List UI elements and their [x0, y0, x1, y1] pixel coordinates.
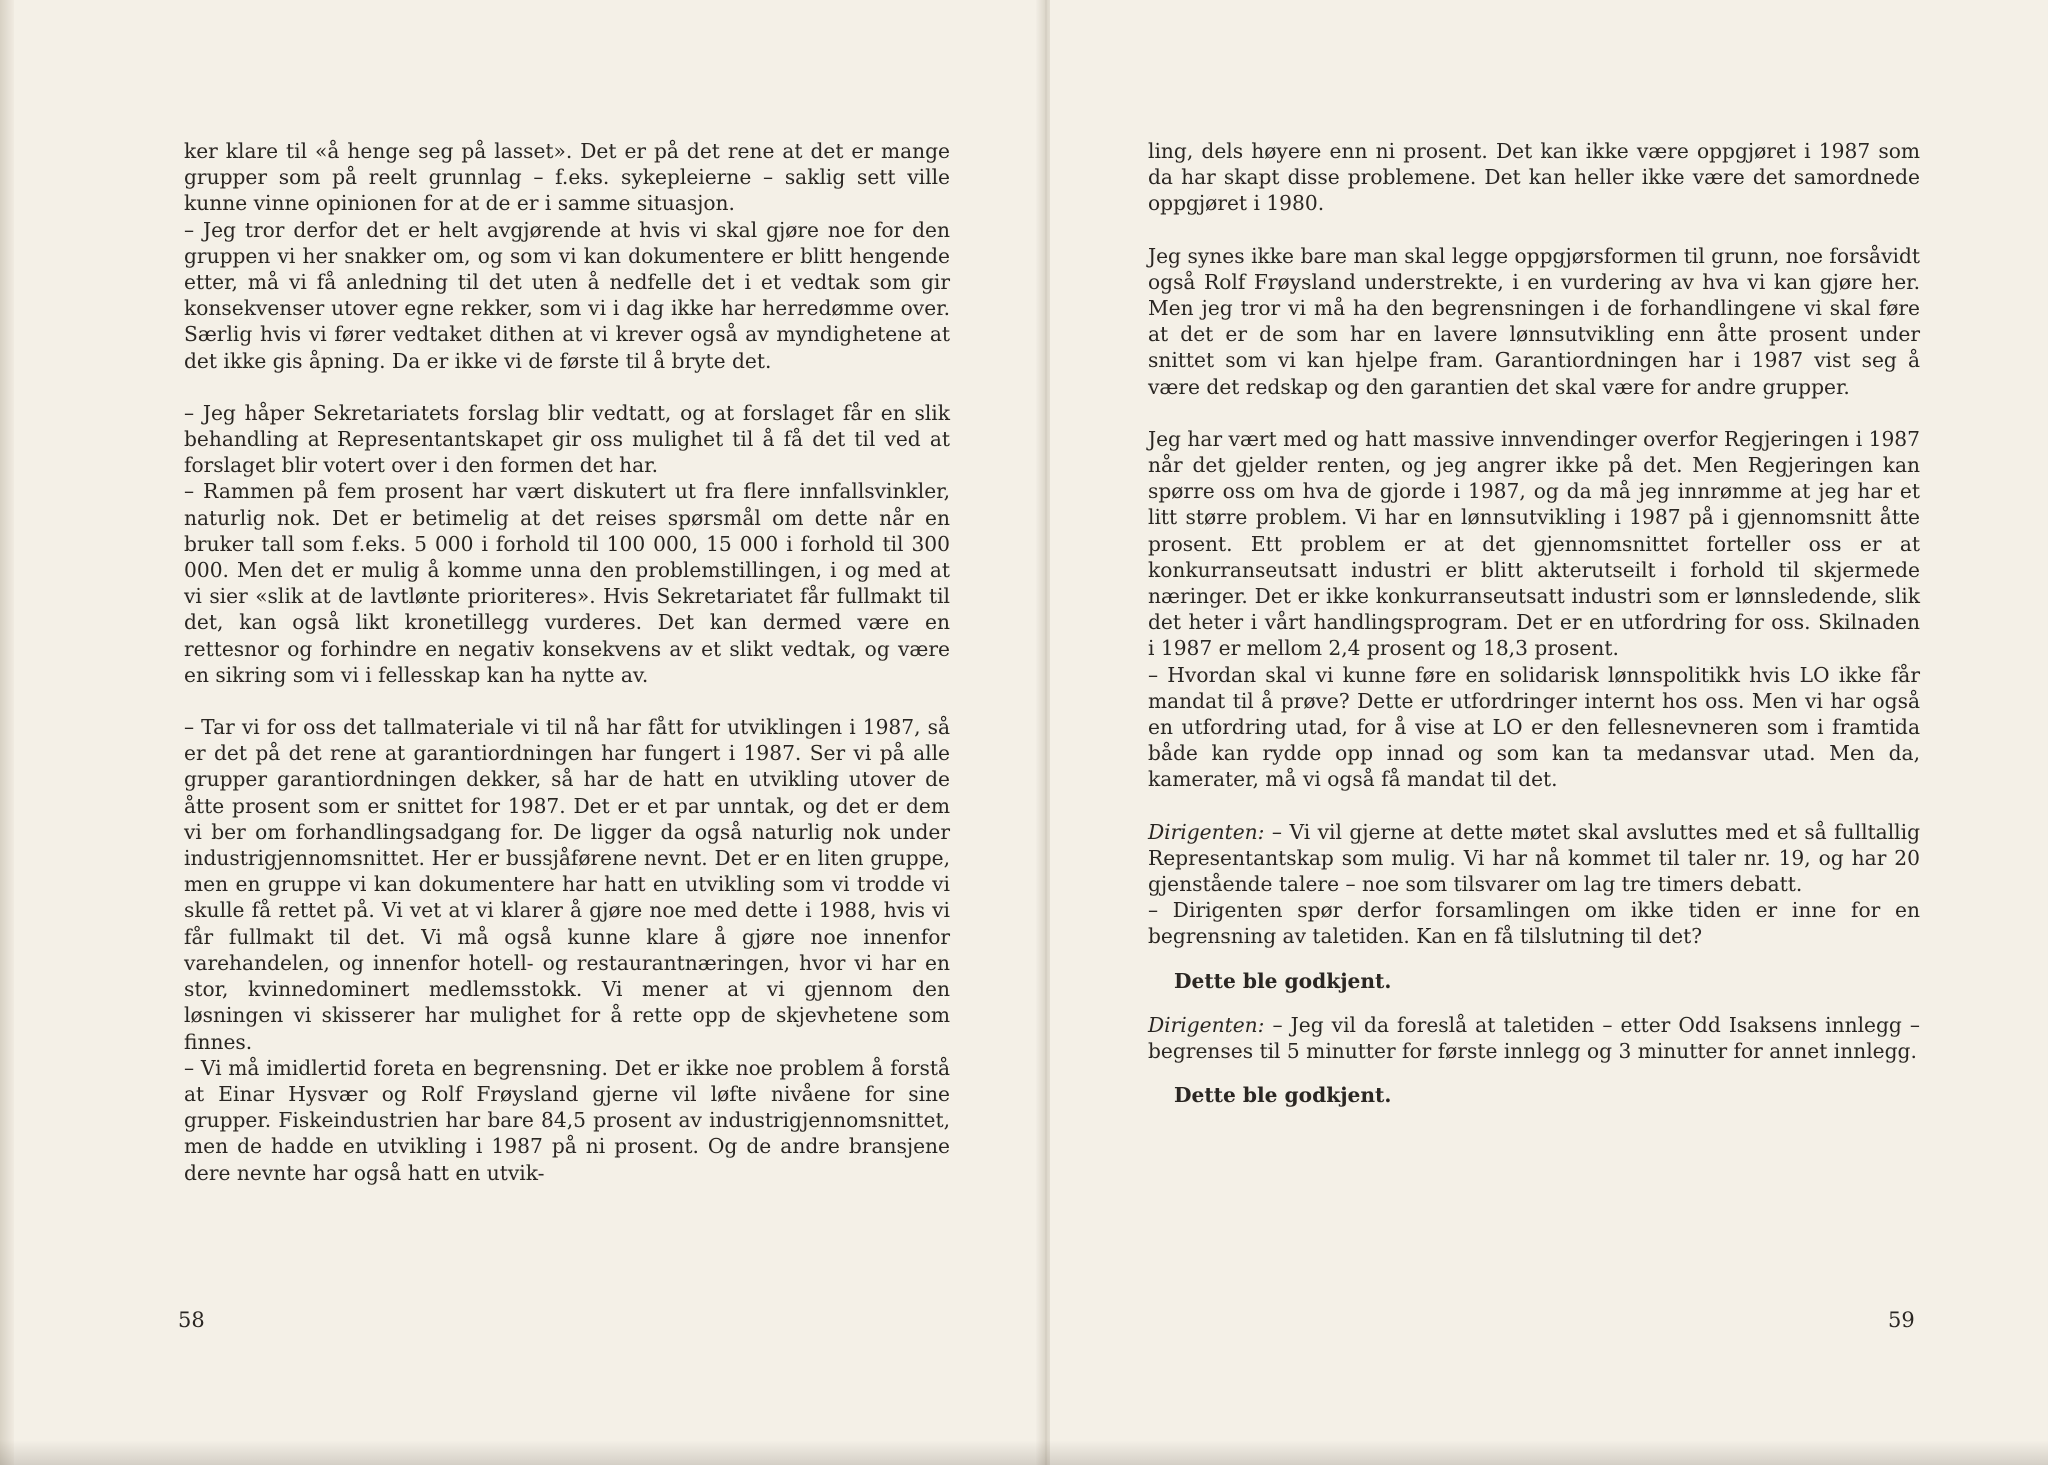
page-number-right: 59	[1888, 1308, 1915, 1332]
paragraph: – Hvordan skal vi kunne føre en solidarisk lønnspolitikk hvis LO ikke får mandat til å prøve? Dette er utfordringer internt hos oss. Men vi har også en utfordring utad, for å vise at LO er den fellesnevneren som i framtida både kan rydde opp innad og som kan ta medansvar utad. Men da, kamerater, må vi også få mandat til det.	[1148, 662, 1920, 792]
paragraph: – Rammen på fem prosent har vært diskutert ut fra flere innfallsvinkler, naturlig nok. Det er betimelig at det reises spørsmål om dette når en bruker tall som f.eks. 5 000 i forhold til 100 000, 15 000 i forhold til 300 000. Men det er mulig å komme unna den problemstillingen, i og med at vi sier «slik at de lavtlønte prioriteres». Hvis Sekretariatet får fullmakt til det, kan også likt kronetillegg vurderes. Det kan dermed være en rettesnor og forhindre en negativ konsekvens av et slikt vedtak, og være en sikring som vi i fellesskap kan ha nytte av.	[184, 479, 950, 687]
left-page-text	[184, 138, 950, 1186]
paragraph: ker klare til «å henge seg på lasset». Det er på det rene at det er mange grupper som på reelt grunnlag – f.eks. sykepleierne – saklig sett ville kunne vinne opinionen for at de er i samme situasjon.	[184, 139, 950, 216]
page-number-left: 58	[178, 1308, 205, 1332]
dirigent-statement	[1148, 1012, 1920, 1064]
paragraph: – Vi må imidlertid foreta en begrensning. Det er ikke noe problem å forstå at Einar Hysvær og Rolf Frøysland gjerne vil løfte nivåene for sine grupper. Fiskeindustrien har bare 84,5 prosent av industrigjennomsnittet, men de hadde en utvikling i 1987 på ni prosent. Og de andre bransjene dere nevnte har også hatt en utvik-	[184, 1055, 950, 1185]
page-bottom-shadow	[0, 1440, 2048, 1465]
dirigent-statement	[1148, 819, 1920, 898]
paragraph: – Dirigenten spør derfor forsamlingen om ikke tiden er inne for en begrensning av taletiden. Kan en få tilslutning til det?	[1148, 898, 1920, 949]
decision-line: Dette ble godkjent.	[1174, 1083, 1392, 1108]
decision-line: Dette ble godkjent.	[1174, 968, 1392, 993]
speaker-label: Dirigenten:	[1148, 819, 1265, 844]
right-page-text	[1148, 138, 1920, 1109]
paragraph: ling, dels høyere enn ni prosent. Det kan ikke være oppgjøret i 1987 som da har skapt disse problemene. Det kan heller ikke være det samordnede oppgjøret i 1980.	[1148, 139, 1920, 216]
paragraph: – Jeg håper Sekretariatets forslag blir vedtatt, og at forslaget får en slik behandling at Representantskapet gir oss mulighet til å få det til ved at forslaget blir votert over i den formen det har.	[184, 400, 950, 478]
paragraph: Jeg synes ikke bare man skal legge oppgjørsformen til grunn, noe forsåvidt også Rolf Frøysland understrekte, i en vurdering av hva vi kan gjøre her. Men jeg tror vi må ha den begrensningen i de forhandlingene vi skal føre at det er de som har en lavere lønnsutvikling enn åtte prosent under snittet som vi kan hjelpe fram. Garantiordningen har i 1987 vist seg å være det redskap og den garantien det skal være for andre grupper.	[1148, 243, 1920, 399]
paragraph: – Jeg tror derfor det er helt avgjørende at hvis vi skal gjøre noe for den gruppen vi her snakker om, og som vi kan dokumentere er blitt hengende etter, må vi få anledning til det uten å nedfelle det i et vedtak som gir konsekvenser utover egne rekker, som vi i dag ikke har herredømme over. Særlig hvis vi fører vedtaket dithen at vi krever også av myndighetene at det ikke gis åpning. Da er ikke vi de første til å bryte det.	[184, 217, 950, 373]
paragraph: Jeg har vært med og hatt massive innvendinger overfor Regjeringen i 1987 når det gjelder renten, og jeg angrer ikke på det. Men Regjeringen kan spørre oss om hva de gjorde i 1987, og da må jeg innrømme at jeg har et litt større problem. Vi har en lønnsutvikling i 1987 på i gjennomsnitt åtte prosent. Ett problem er at det gjennomsnittet forteller oss er at konkurranseutsatt industri er blitt akterutseilt i forhold til skjermede næringer. Det er ikke konkurranseutsatt industri som er lønnsledende, slik det heter i vårt handlingsprogram. Det er en utfordring for oss. Skilnaden i 1987 er mellom 2,4 prosent og 18,3 prosent.	[1148, 426, 1920, 661]
paragraph: – Tar vi for oss det tallmateriale vi til nå har fått for utviklingen i 1987, så er det på det rene at garantiordningen har fungert i 1987. Ser vi på alle grupper garantiordningen dekker, så har de hatt en utvikling utover de åtte prosent som er snittet for 1987. Det er et par unntak, og det er dem vi ber om forhandlingsadgang for. De ligger da også naturlig nok under industrigjennomsnittet. Her er bussjåførene nevnt. Det er en liten gruppe, men en gruppe vi kan dokumentere har hatt en utvikling som vi trodde vi skulle få rettet på. Vi vet at vi klarer å gjøre noe med dette i 1988, hvis vi får fullmakt til det. Vi må også kunne klare å gjøre noe innenfor varehandelen, og innenfor hotell- og restaurantnæringen, hvor vi har en stor, kvinnedominert medlemsstokk. Vi mener at vi gjennom den løsningen vi skisserer har mulighet for å rette opp de skjevhetene som finnes.	[184, 715, 950, 1054]
speaker-label: Dirigenten:	[1148, 1012, 1265, 1037]
page-edge	[0, 0, 14, 1465]
statement-text: – Jeg vil da foreslå at taletiden – etter Odd Isaksens innlegg – begrenses til 5 minutter for første innlegg og 3 minutter for annet innlegg.	[1148, 1012, 1920, 1064]
statement-text: – Vi vil gjerne at dette møtet skal avsluttes med et så fulltallig Representantskap som mulig. Vi har nå kommet til taler nr. 19, og har 20 gjenstående talere – noe som tilsvarer om lag tre timers debatt.	[1148, 819, 1920, 897]
